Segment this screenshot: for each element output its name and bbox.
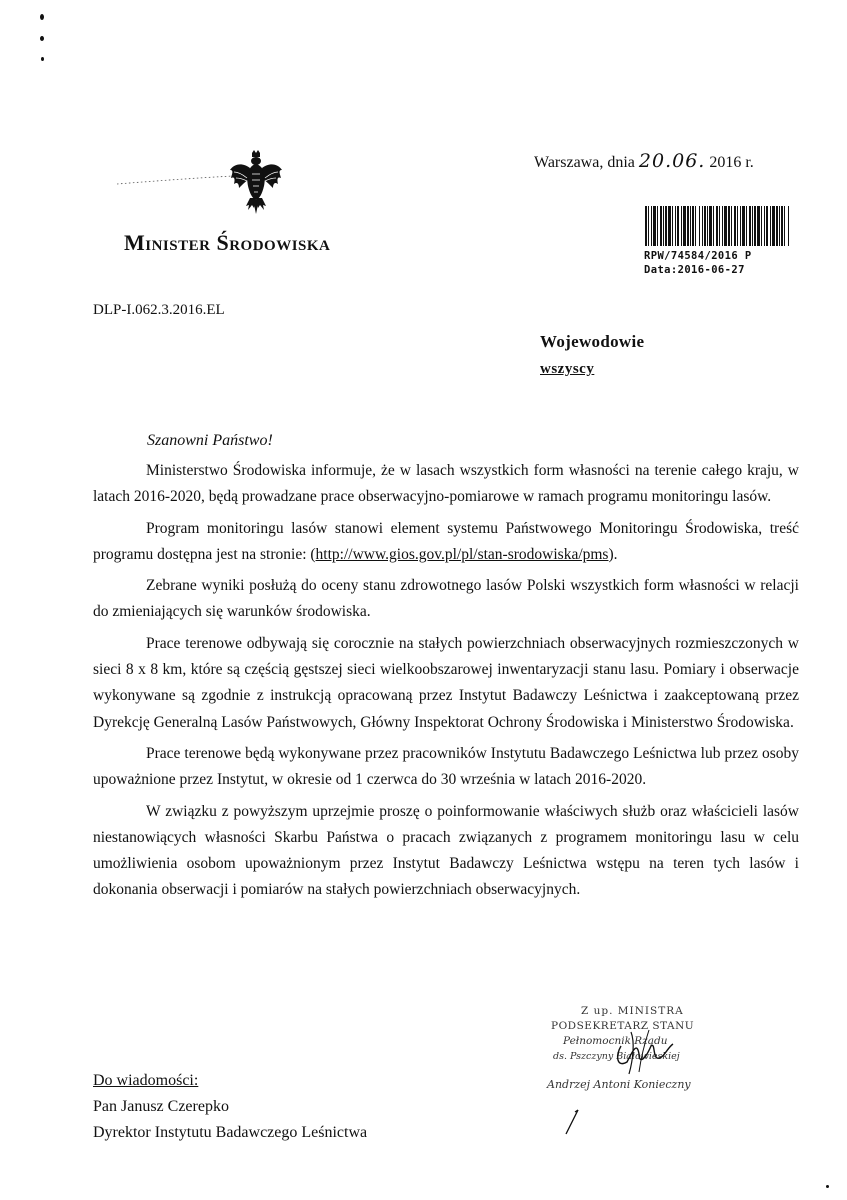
- barcode-bar: [757, 206, 760, 246]
- barcode-bar: [648, 206, 649, 246]
- barcode-bar: [740, 206, 741, 246]
- barcode-bar: [737, 206, 738, 246]
- body-paragraph: Prace terenowe odbywają się corocznie na stałych powierzchniach obserwacyjnych rozmieszczonych w sieci 8 x 8 km, które są częścią gęstszej sieci wielkoobszarowej inwentaryzacji stanu lasu. Pomiary i obserwacje wykonywane są zgodnie z instrukcją opracowaną przez Instytut Badawczy Leśnictwa i zaakceptowaną przez Dyrekcję Generalną Lasów Państwowych, Główny Inspektorat Ochrony Środowiska i Ministerstwo Środowiska.: [93, 634, 799, 731]
- barcode-bar: [657, 206, 658, 246]
- body-paragraph-text: Program monitoringu lasów stanowi element systemu Państwowego Monitoringu Środowiska, treść programu dostępna jest na stronie: (: [93, 519, 799, 563]
- barcode-bar: [779, 206, 780, 246]
- barcode-bar: [766, 206, 768, 246]
- scan-speck: [40, 14, 44, 20]
- body-paragraph: Zebrane wyniki posłużą do oceny stanu zdrowotnego lasów Polski wszystkich form własności w relacji do zmieniających się warunków środowiska.: [93, 577, 799, 621]
- svg-text:Andrzej Antoni Konieczny: Andrzej Antoni Konieczny: [547, 1078, 691, 1091]
- date-line: [534, 150, 754, 172]
- barcode-bar: [776, 206, 778, 246]
- barcode-bar: [716, 206, 718, 246]
- barcode-bar: [761, 206, 762, 246]
- barcode-bar: [695, 206, 696, 246]
- barcode-bar: [692, 206, 694, 246]
- signature-stamp: [545, 1002, 725, 1097]
- body-paragraph-end: ).: [608, 545, 618, 563]
- cc-position: Dyrektor Instytutu Badawczego Leśnictwa: [93, 1124, 368, 1141]
- letter-body: [93, 458, 799, 904]
- barcode-bar: [672, 206, 673, 246]
- barcode-bar: [772, 206, 775, 246]
- barcode-bar: [653, 206, 656, 246]
- barcode-bar: [784, 206, 785, 246]
- barcode-bar: [719, 206, 720, 246]
- date-handwritten: 20.06.: [638, 150, 706, 172]
- barcode-bar: [713, 206, 714, 246]
- salutation: Szanowni Państwo!: [147, 432, 273, 449]
- registry-number: RPW/74584/2016 P: [644, 250, 752, 262]
- date-suffix: 2016 r.: [709, 154, 754, 171]
- scan-speck: [41, 57, 44, 61]
- barcode-bar: [663, 206, 664, 246]
- barcode-bar: [752, 206, 753, 246]
- barcode-bar: [722, 206, 723, 246]
- body-paragraph: Prace terenowe będą wykonywane przez pracowników Instytutu Badawczego Leśnictwa lub przez osoby upoważnione przez Instytut, w okresie od 1 czerwca do 30 września w latach 2016-2020.: [93, 744, 799, 789]
- registry-date: Data:2016-06-27: [644, 264, 745, 276]
- barcode-bar: [699, 206, 700, 246]
- barcode-bar: [731, 206, 732, 246]
- barcode-bar: [707, 206, 708, 246]
- scan-speck: [40, 36, 44, 41]
- scan-speck: [826, 1185, 829, 1188]
- barcode-bar: [788, 206, 789, 246]
- barcode-bar: [734, 206, 736, 246]
- document-reference: DLP-I.062.3.2016.EL: [93, 302, 225, 318]
- body-paragraph: Ministerstwo Środowiska informuje, że w lasach wszystkich form własności na terenie całego kraju, w latach 2016-2020, będą prowadzane prace obserwacyjno-pomiarowe w ramach programu monitoringu lasów.: [93, 462, 799, 506]
- barcode-bar: [677, 206, 679, 246]
- barcode-bar: [690, 206, 691, 246]
- barcode-bar: [645, 206, 647, 246]
- barcode-bar: [709, 206, 712, 246]
- cc-heading: Do wiadomości:: [93, 1072, 199, 1089]
- cc-name: Pan Janusz Czerepko: [93, 1098, 229, 1115]
- barcode-icon: [644, 206, 791, 246]
- program-link[interactable]: http://www.gios.gov.pl/pl/stan-srodowiska/pms: [315, 545, 609, 563]
- recipient-title: Wojewodowie: [540, 332, 645, 351]
- date-prefix: Warszawa, dnia: [534, 154, 635, 171]
- barcode-bar: [770, 206, 771, 246]
- barcode-bar: [668, 206, 671, 246]
- barcode-bar: [742, 206, 745, 246]
- barcode-bar: [781, 206, 783, 246]
- barcode-bar: [764, 206, 765, 246]
- svg-text:Z up. MINISTRA: Z up. MINISTRA: [581, 1005, 684, 1017]
- barcode-bar: [746, 206, 747, 246]
- signature-mark: [562, 1108, 582, 1136]
- barcode-bar: [687, 206, 689, 246]
- barcode-bar: [660, 206, 662, 246]
- barcode-bar: [724, 206, 727, 246]
- barcode-bar: [754, 206, 756, 246]
- ministry-title: Minister Środowiska: [124, 230, 331, 255]
- barcode-bar: [702, 206, 703, 246]
- barcode-bar: [651, 206, 652, 246]
- eagle-emblem-icon: [228, 150, 284, 216]
- barcode-bar: [728, 206, 730, 246]
- barcode-bar: [665, 206, 667, 246]
- barcode-bar: [681, 206, 682, 246]
- svg-text:PODSEKRETARZ STANU: PODSEKRETARZ STANU: [551, 1020, 695, 1032]
- barcode-bar: [704, 206, 706, 246]
- svg-text:Pełnomocnik Rządu: Pełnomocnik Rządu: [563, 1035, 668, 1047]
- recipient-subtitle: wszyscy: [540, 361, 595, 377]
- barcode-bar: [683, 206, 686, 246]
- body-paragraph: W związku z powyższym uprzejmie proszę o poinformowanie właściwych służb oraz właścicieli lasów niestanowiących własności Skarbu Państwa o pracach związanych z programem monitoringu lasu w celu umożliwienia osobom upoważnionym przez Instytut Badawczy Leśnictwa wstępu na teren tych lasów i dokonania obserwacji i pomiarów na stałych powierzchniach obserwacyjnych.: [93, 802, 799, 899]
- barcode-bar: [675, 206, 676, 246]
- barcode-bar: [749, 206, 751, 246]
- svg-text:ds. Pszczyny Białowieskiej: ds. Pszczyny Białowieskiej: [553, 1051, 680, 1062]
- emblem-dotted-line: [115, 173, 235, 187]
- body-paragraph: [93, 516, 799, 569]
